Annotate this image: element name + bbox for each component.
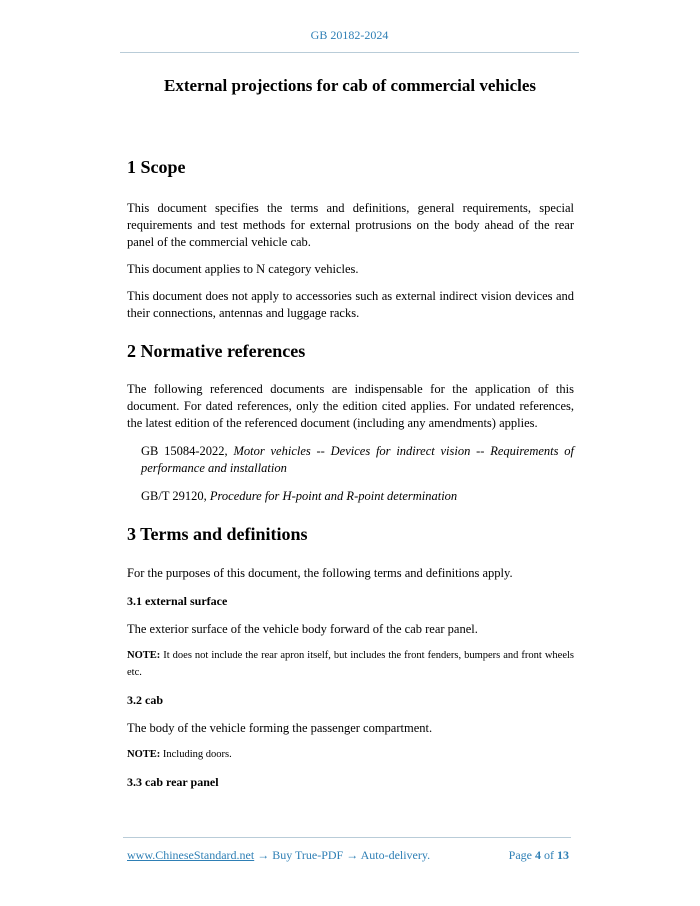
note-text: It does not include the rear apron itself, but includes the front fenders, bumpers and front wheels etc. bbox=[127, 650, 574, 678]
term-note bbox=[127, 647, 574, 681]
paragraph: For the purposes of this document, the following terms and definitions apply. bbox=[127, 566, 513, 580]
page-header bbox=[120, 26, 579, 53]
term-heading: 3.3 cab rear panel bbox=[127, 775, 219, 789]
term-definition: The body of the vehicle forming the passenger compartment. bbox=[127, 721, 433, 735]
page-number bbox=[509, 848, 569, 863]
page-of: of bbox=[541, 848, 557, 862]
term-heading: 3.1 external surface bbox=[127, 594, 228, 608]
reference-item bbox=[141, 443, 574, 477]
page-label: Page bbox=[508, 848, 535, 862]
term-heading: 3.2 cab bbox=[127, 693, 163, 707]
paragraph: This document applies to N category vehicles. bbox=[127, 262, 359, 276]
section-heading-scope: 1 Scope bbox=[127, 157, 186, 177]
page-footer bbox=[123, 837, 571, 862]
note-label: NOTE: bbox=[127, 650, 161, 661]
reference-code: GB 15084-2022, bbox=[141, 444, 234, 458]
page-total: 13 bbox=[557, 848, 569, 862]
paragraph: This document specifies the terms and definitions, general requirements, special requirements and test methods for external protrusions on the body ahead of the rear panel of the commercial vehicle cab. bbox=[127, 201, 574, 249]
document-title: External projections for cab of commercial vehicles bbox=[163, 76, 537, 95]
reference-title: Procedure for H-point and R-point determination bbox=[209, 489, 458, 503]
note-text: Including doors. bbox=[160, 749, 232, 760]
reference-title: Motor vehicles -- Devices for indirect vision -- Requirements of performance and installation bbox=[141, 444, 575, 475]
reference-item bbox=[141, 488, 574, 505]
document-code: GB 20182-2024 bbox=[310, 28, 389, 42]
paragraph: The following referenced documents are indispensable for the application of this document. For dated references, only the edition cited applies. For undated references, the latest edition of the referenced document (including any amendments) applies. bbox=[127, 382, 574, 430]
page-current: 4 bbox=[535, 848, 541, 862]
paragraph: This document does not apply to accessories such as external indirect vision devices and their connections, antennas and luggage racks. bbox=[127, 289, 574, 320]
section-heading-normative-references: 2 Normative references bbox=[127, 341, 306, 361]
site-link[interactable]: www.ChineseStandard.net bbox=[127, 848, 255, 862]
promo-text: → Buy True-PDF → Auto-delivery. bbox=[254, 848, 431, 862]
note-label: NOTE: bbox=[127, 749, 161, 760]
document-body bbox=[127, 150, 574, 791]
term-note bbox=[127, 746, 574, 763]
section-heading-terms-and-definitions: 3 Terms and definitions bbox=[127, 524, 308, 544]
reference-code: GB/T 29120, bbox=[141, 489, 210, 503]
footer-promo bbox=[127, 848, 430, 863]
term-definition: The exterior surface of the vehicle body forward of the cab rear panel. bbox=[127, 622, 478, 636]
